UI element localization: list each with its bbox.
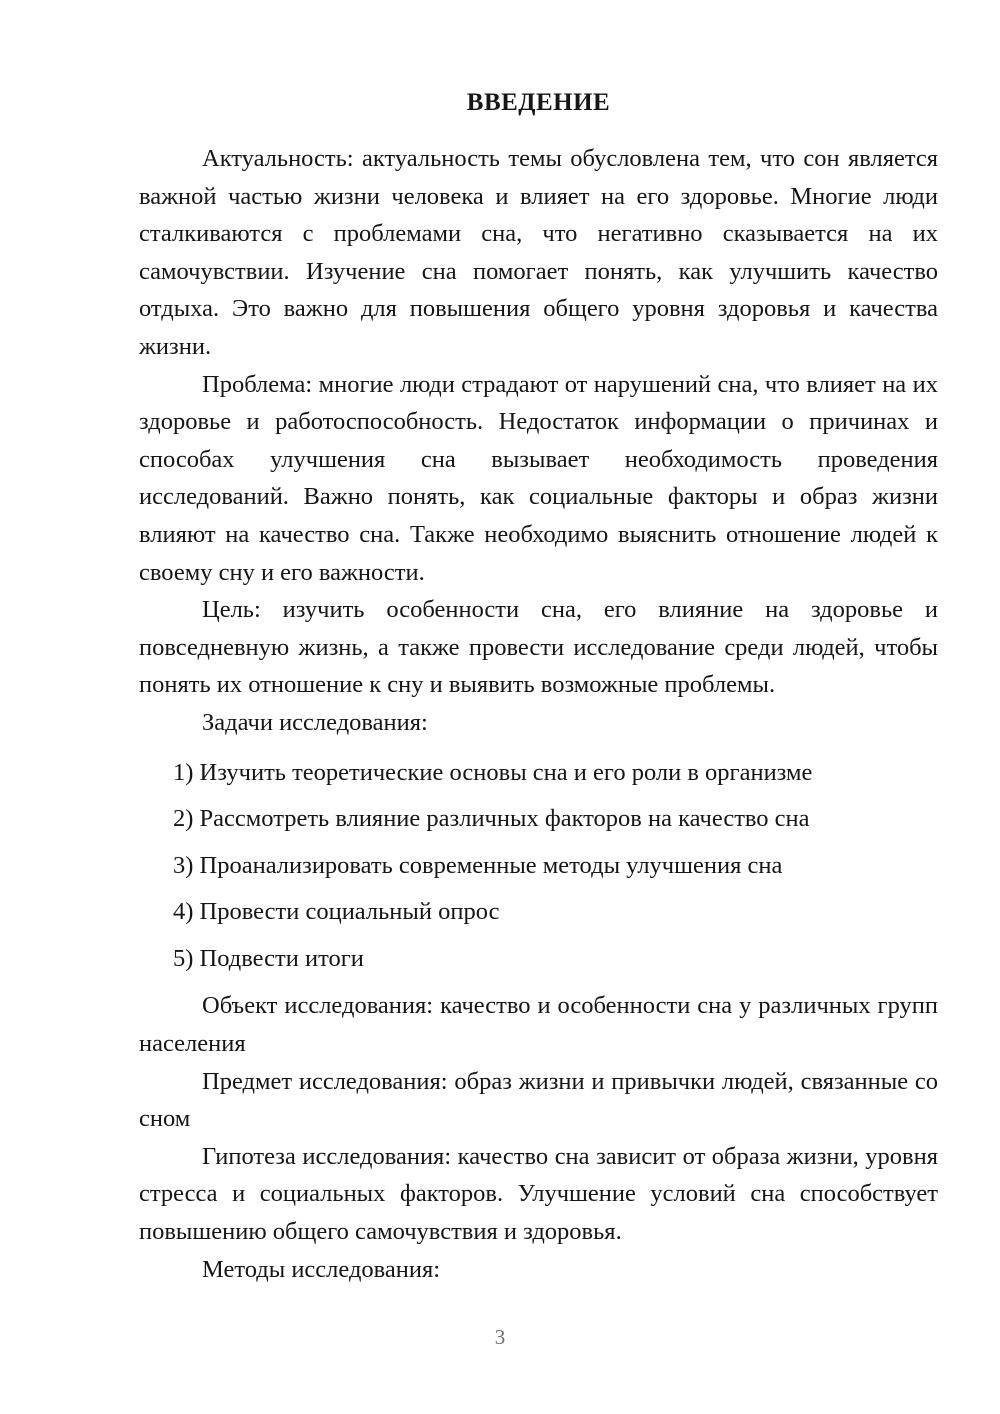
list-item: 4) Провести социальный опрос <box>173 898 500 926</box>
paragraph-relevance: Актуальность: актуальность темы обусловлена тем, что сон является важной частью жизни человека и влияет на его здоровье. Многие люди сталкиваются с проблемами сна, что негативно сказывается на их самочувствии. Изучение сна помогает понять, как улучшить качество отдыха. Это важно для повышения общего уровня здоровья и качества жизни. <box>139 145 938 360</box>
paragraph-problem: Проблема: многие люди страдают от нарушений сна, что влияет на их здоровье и работоспособность. Недостаток информации о причинах и способах улучшения сна вызывает необходимость проведения исследований. Важно понять, как социальные факторы и образ жизни влияют на качество сна. Также необходимо выяснить отношение людей к своему сну и его важности. <box>139 370 938 586</box>
list-item: 1) Изучить теоретические основы сна и его роли в организме <box>173 758 813 786</box>
page-content <box>139 88 938 1288</box>
paragraph-goal: Цель: изучить особенности сна, его влияние на здоровье и повседневную жизнь, а также провести исследование среди людей, чтобы понять их отношение к сну и выявить возможные проблемы. <box>139 596 938 699</box>
paragraph-subject: Предмет исследования: образ жизни и привычки людей, связанные со сном <box>139 1067 938 1133</box>
tasks-heading: Задачи исследования: <box>202 708 428 736</box>
paragraph-hypothesis: Гипотеза исследования: качество сна зависит от образа жизни, уровня стресса и социальных факторов. Улучшение условий сна способствует повышению общего самочувствия и здоровья. <box>139 1142 938 1246</box>
list-item: 2) Рассмотреть влияние различных факторов на качество сна <box>173 805 810 833</box>
list-item: 3) Проанализировать современные методы улучшения сна <box>173 851 783 879</box>
methods-heading: Методы исследования: <box>202 1255 441 1283</box>
tasks-list <box>139 754 938 978</box>
page-number: 3 <box>494 1325 506 1349</box>
list-item: 5) Подвести итоги <box>173 944 364 972</box>
page-title: ВВЕДЕНИЕ <box>466 89 611 116</box>
paragraph-object: Объект исследования: качество и особенности сна у различных групп населения <box>139 992 938 1058</box>
